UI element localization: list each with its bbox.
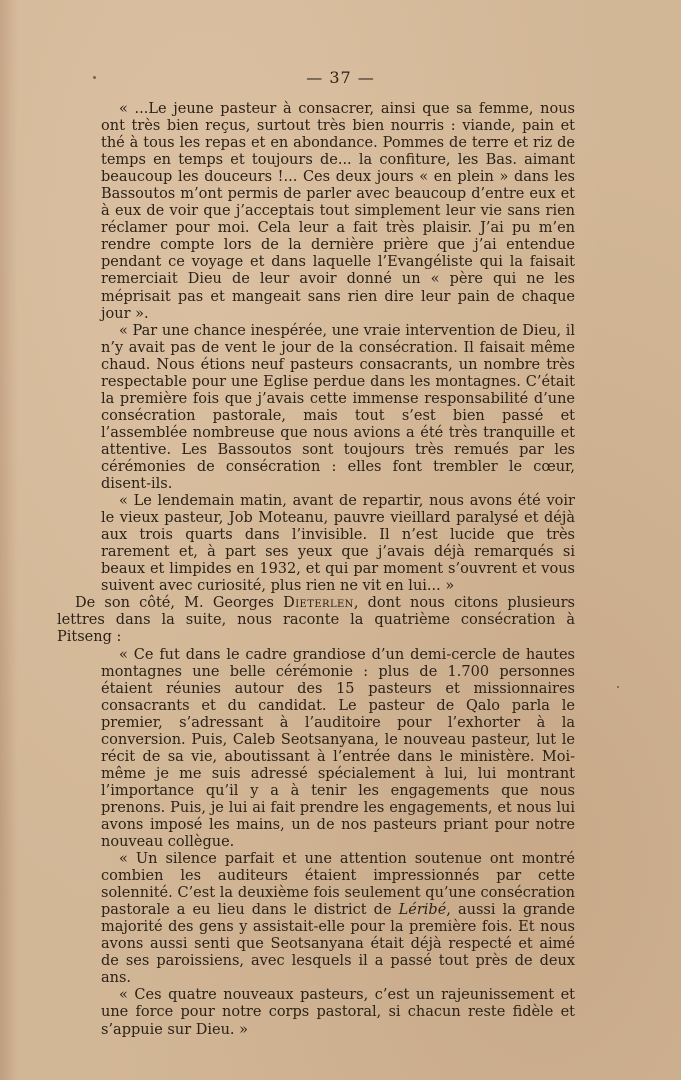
paragraph-dieterlen-intro: [57, 595, 575, 646]
paragraph-letter-arrival: « ...Le jeune pasteur à consacrer, ainsi que sa femme, nous ont très bien reçus, surtout très bien nourris : viande, pain et thé à tous les repas et en abondance. Pommes de terre et riz de temps en temps et toujours de... la confiture, les Bas. aimant beaucoup les douceurs !... Ces deux jours « en plein » dans les Bassoutos m’ont permis de parler avec beaucoup d’entre eux et à eux de voir que j’acceptais tout simplement leur vie sans rien réclamer pour moi. Cela leur a fait très plaisir. J’ai pu m’en rendre compte lors de la dernière prière que j’ai entendue pendant ce voyage et dans laquelle l’Evangéliste qui la faisait remerciait Dieu de leur avoir donné un « père qui ne les méprisait pas et mangeait sans rien dire leur pain de chaque jour ».: [101, 101, 575, 322]
paragraph-closing: « Ces quatre nouveaux pasteurs, c’est un rajeunissement et une force pour notre corps pastoral, si chacun reste fidèle et s’appuie sur Dieu. »: [101, 987, 575, 1038]
paragraph-consecration-day: « Par une chance inespérée, une vraie intervention de Dieu, il n’y avait pas de vent le jour de la consécration. Il faisait même chaud. Nous étions neuf pasteurs consacrants, un nombre très respectable pour une Eglise perdue dans les montagnes. C’était la première fois que j’avais cette immense responsabilité d’une consécration pastorale, mais tout s’est bien passé et l’assemblée nombreuse que nous avions a été très tranquille et attentive. Les Bassoutos sont toujours très remués par les cérémonies de consécration : elles font trembler le cœur, disent-ils.: [101, 322, 575, 493]
paper-speck: [617, 686, 619, 688]
paragraph-old-pastor-visit: « Le lendemain matin, avant de repartir, nous avons été voir le vieux pasteur, Job Moteanu, pauvre vieillard paralysé et déjà aux trois quarts dans l’invisible. Il n’est lucide que très rarement et, à part ses yeux que j’avais déjà remarqués si beaux et limpides en 1932, et qui par moment s’ouvrent et vous suivent avec curiosité, plus rien ne vit en lui... »: [101, 493, 575, 595]
author-name: Dieterlen: [283, 595, 354, 612]
silence-text-start: « Un silence parfait et une attention soutenue ont montré combien les auditeurs étaient impressionnés par cette solennité. C’est la deuxième fois seulement qu’une consécration pastorale a eu lieu dans le district de: [101, 851, 575, 919]
intro-text-start: De son côté, M. Georges: [75, 595, 284, 612]
paragraph-silence: [101, 851, 575, 987]
district-name: Léribé: [398, 902, 447, 919]
paper-speck: [93, 76, 96, 79]
intro-text-end: , dont nous citons plusieurs lettres dans la suite, nous raconte la quatrième consécration à Pitseng :: [57, 595, 575, 646]
paragraph-pitseng-ceremony: « Ce fut dans le cadre grandiose d’un demi-cercle de hautes montagnes une belle cérémonie : plus de 1.700 personnes étaient réunies autour des 15 pasteurs et missionnaires consacrants et du candidat. Le pasteur de Qalo parla le premier, s’adressant à l’auditoire pour l’exhorter à la conversion. Puis, Caleb Seotsanyana, le nouveau pasteur, lut le récit de sa vie, aboutissant à l’entrée dans le ministère. Moi-même je me suis adressé spécialement à lui, lui montrant l’importance qu’il y a à tenir les engagements que nous prenons. Puis, je lui ai fait prendre les engagements, et nous lui avons imposé les mains, un de nos pasteurs priant pour notre nouveau collègue.: [101, 646, 575, 851]
body-text: [57, 101, 575, 1039]
page-number: — 37 —: [306, 68, 375, 87]
silence-text-end: , aussi la grande majorité des gens y assistait-elle pour la première fois. Et nous avons aussi senti que Seotsanyana était déjà respecté et aimé de ses paroissiens, avec lesquels il a passé tout près de deux ans.: [101, 902, 575, 987]
